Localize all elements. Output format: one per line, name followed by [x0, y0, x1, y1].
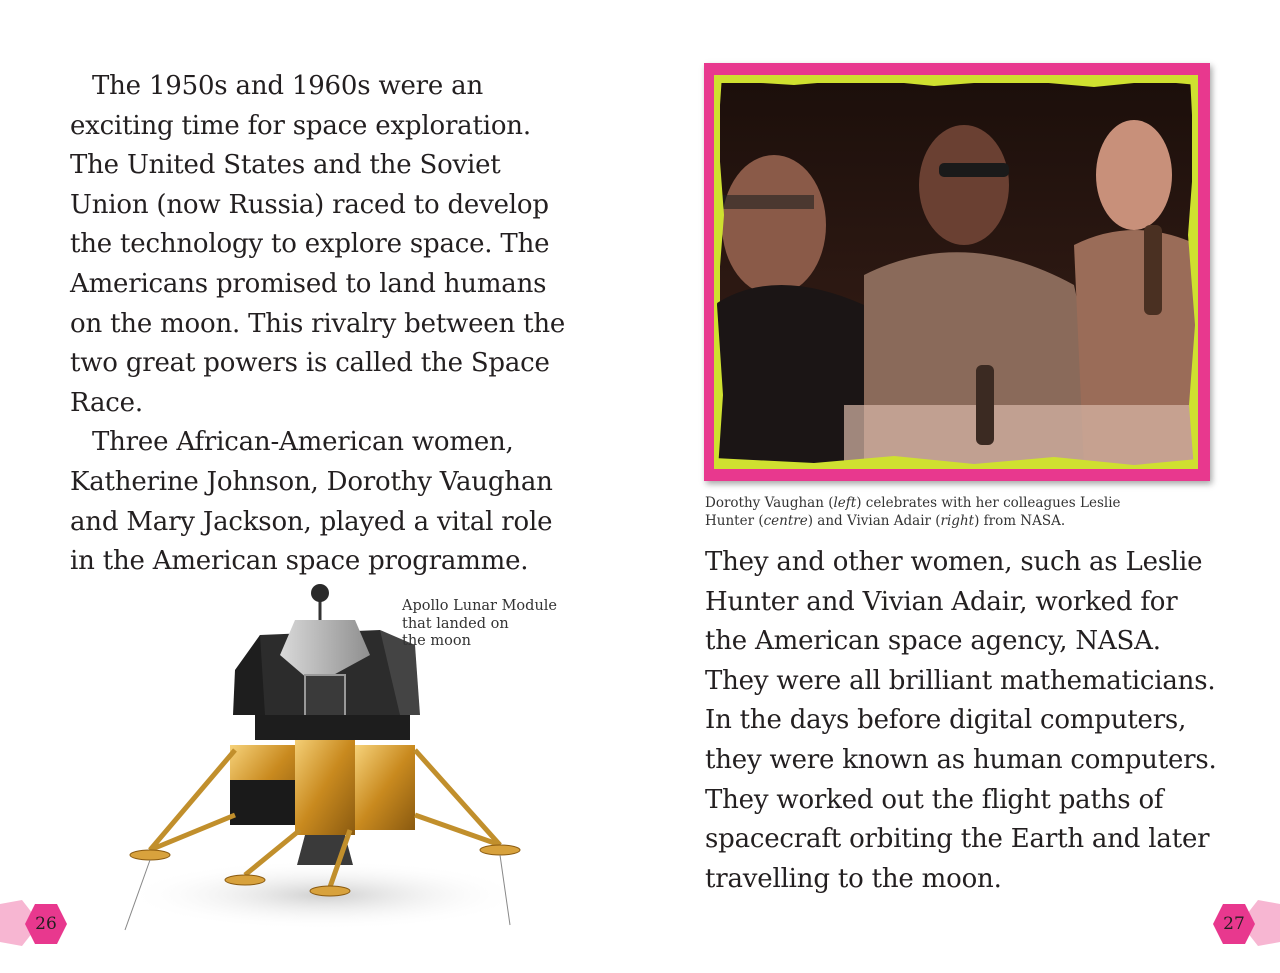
caption-italic: centre: [763, 513, 808, 529]
caption-text: Dorothy Vaughan (: [705, 495, 834, 511]
photo: [714, 75, 1198, 469]
caption-line: the moon: [402, 633, 471, 649]
caption-text: ) from NASA.: [974, 513, 1066, 529]
left-body-text: [70, 67, 575, 582]
women-paragraph: Three African-American women, Katherine Johnson, Dorothy Vaughan and Mary Jackson, played a vital role in the American space programme.: [70, 427, 553, 577]
caption-italic: right: [940, 513, 975, 529]
photo-caption: [705, 494, 1165, 530]
caption-line: Apollo Lunar Module: [402, 598, 558, 614]
right-body-text: [705, 543, 1225, 899]
caption-text: Hunter (: [705, 513, 764, 529]
intro-paragraph: The 1950s and 1960s were an exciting time for space exploration. The United States and the Soviet Union (now Russia) raced to develop the technology to explore space. The Americans promised to land humans on the moon. This rivalry between the two great powers is called the Space Race.: [70, 71, 566, 418]
human-computers-paragraph: They and other women, such as Leslie Hunter and Vivian Adair, worked for the American space agency, NASA. They were all brilliant mathematicians. In the days before digital computers, they were known as human computers. They worked out the flight paths of spacecraft orbiting the Earth and later travelling to the moon.: [705, 547, 1217, 894]
lunar-module-caption: [402, 598, 572, 651]
caption-italic: left: [833, 495, 857, 511]
caption-text: ) celebrates with her colleagues Leslie: [856, 495, 1121, 511]
caption-line: that landed on: [402, 615, 509, 632]
page-number-left: 26: [35, 914, 57, 934]
photo-frame: [704, 63, 1210, 481]
page-number-right: 27: [1223, 914, 1245, 934]
caption-text: ) and Vivian Adair (: [807, 513, 941, 529]
vaughan-hunter-adair-photo: [714, 75, 1198, 469]
photo-caption-line-2: [705, 512, 1165, 530]
photo-caption-line-1: [705, 494, 1165, 512]
